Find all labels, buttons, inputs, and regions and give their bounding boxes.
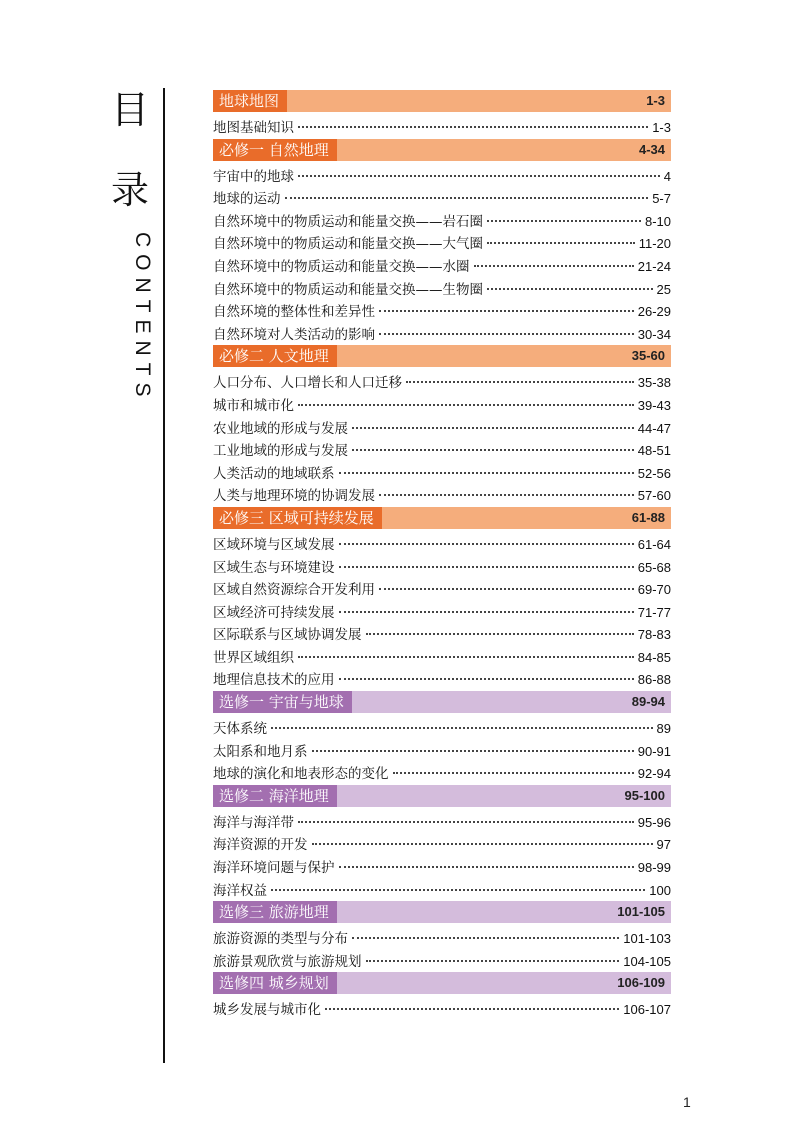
entry-title: 区域生态与环境建设 — [213, 559, 335, 576]
entry-title: 海洋权益 — [213, 882, 267, 899]
entry-pages: 89 — [656, 721, 671, 737]
entry-pages: 106-107 — [623, 1002, 671, 1018]
entry-title: 自然环境中的物质运动和能量交换——大气圈 — [213, 236, 483, 253]
toc-entry[interactable] — [213, 371, 671, 394]
section-items — [213, 994, 671, 1021]
entry-pages: 86-88 — [637, 672, 671, 688]
entry-title: 自然环境的整体性和差异性 — [213, 304, 375, 321]
section-title: 地球地图 — [213, 90, 287, 112]
toc-entry[interactable] — [213, 646, 671, 669]
toc-entry[interactable] — [213, 601, 671, 624]
dot-leader — [339, 472, 634, 474]
toc-entry[interactable] — [213, 417, 671, 440]
section-header[interactable] — [213, 507, 671, 529]
toc-entry[interactable] — [213, 255, 671, 278]
entry-title: 地图基础知识 — [213, 120, 294, 136]
dot-leader — [285, 197, 649, 199]
entry-title: 区域环境与区域发展 — [213, 536, 335, 553]
section-header[interactable] — [213, 345, 671, 367]
entry-pages: 39-43 — [637, 397, 671, 413]
toc-entry[interactable] — [213, 165, 671, 188]
toc-entry[interactable] — [213, 556, 671, 579]
dot-leader — [487, 288, 653, 290]
section-pages: 101-105 — [617, 904, 665, 920]
entry-title: 地理信息技术的应用 — [213, 672, 335, 689]
section-title: 必修一 自然地理 — [213, 139, 337, 161]
section-pages: 95-100 — [624, 787, 665, 803]
entry-title: 太阳系和地月系 — [213, 743, 308, 760]
entry-title: 世界区域组织 — [213, 649, 294, 666]
entry-pages: 35-38 — [637, 375, 671, 391]
entry-pages: 84-85 — [637, 649, 671, 665]
dot-leader — [298, 656, 634, 658]
dot-leader — [474, 265, 634, 267]
section-items — [213, 367, 671, 507]
dot-leader — [339, 611, 634, 613]
dot-leader — [487, 242, 635, 244]
dot-leader — [298, 821, 634, 823]
table-of-contents — [213, 90, 671, 1021]
entry-pages: 61-64 — [637, 536, 671, 552]
section-title: 选修四 城乡规划 — [213, 972, 337, 994]
section-pages: 1-3 — [646, 93, 665, 108]
section-pages: 89-94 — [631, 694, 665, 710]
dot-leader — [352, 427, 634, 429]
entry-title: 海洋环境问题与保护 — [213, 860, 335, 877]
dot-leader — [406, 381, 634, 383]
section-items — [213, 923, 671, 972]
dot-leader — [312, 843, 653, 845]
toc-section — [213, 785, 671, 901]
dot-leader — [325, 1008, 619, 1010]
entry-pages: 100 — [649, 882, 671, 898]
entry-pages: 48-51 — [637, 443, 671, 459]
entry-title: 海洋资源的开发 — [213, 837, 308, 854]
entry-pages: 71-77 — [637, 604, 671, 620]
entry-pages: 104-105 — [623, 953, 671, 969]
section-items — [213, 161, 671, 346]
dot-leader — [339, 678, 634, 680]
toc-entry[interactable] — [213, 187, 671, 210]
entry-title: 区域经济可持续发展 — [213, 604, 335, 621]
toc-entry[interactable] — [213, 439, 671, 462]
entry-pages: 98-99 — [637, 860, 671, 876]
entry-title: 人类活动的地域联系 — [213, 465, 335, 482]
entry-pages: 21-24 — [637, 258, 671, 274]
entry-title: 自然环境中的物质运动和能量交换——水圈 — [213, 258, 470, 275]
section-pages: 35-60 — [631, 348, 665, 364]
toc-section — [213, 972, 671, 1021]
dot-leader — [366, 633, 634, 635]
toc-entry[interactable] — [213, 278, 671, 301]
entry-pages: 65-68 — [637, 559, 671, 575]
section-pages: 61-88 — [631, 509, 665, 525]
entry-title: 天体系统 — [213, 721, 267, 738]
toc-entry[interactable] — [213, 232, 671, 255]
entry-pages: 92-94 — [637, 766, 671, 782]
entry-title: 农业地域的形成与发展 — [213, 420, 348, 437]
dot-leader — [339, 566, 634, 568]
toc-entry[interactable] — [213, 578, 671, 601]
entry-pages: 8-10 — [644, 213, 671, 229]
section-title: 必修三 区域可持续发展 — [213, 507, 382, 529]
vertical-divider — [163, 88, 165, 1063]
toc-entry[interactable] — [213, 998, 671, 1021]
entry-title: 地球的演化和地表形态的变化 — [213, 766, 389, 783]
entry-pages: 26-29 — [637, 304, 671, 320]
section-title: 选修二 海洋地理 — [213, 785, 337, 807]
dot-leader — [379, 310, 634, 312]
toc-entry[interactable] — [213, 762, 671, 785]
entry-pages: 11-20 — [638, 236, 671, 252]
dot-leader — [312, 750, 634, 752]
section-title: 必修二 人文地理 — [213, 345, 337, 367]
toc-entry[interactable] — [213, 811, 671, 834]
toc-entry[interactable] — [213, 717, 671, 740]
entry-title: 海洋与海洋带 — [213, 814, 294, 831]
dot-leader — [379, 588, 634, 590]
dot-leader — [298, 404, 634, 406]
dot-leader — [487, 220, 641, 222]
entry-title: 自然环境对人类活动的影响 — [213, 326, 375, 343]
toc-section — [213, 345, 671, 507]
entry-title: 区域自然资源综合开发利用 — [213, 582, 375, 599]
entry-title: 工业地域的形成与发展 — [213, 443, 348, 460]
section-header[interactable] — [213, 691, 671, 713]
entry-title: 旅游资源的类型与分布 — [213, 931, 348, 948]
entry-title: 地球的运动 — [213, 191, 281, 208]
toc-entry[interactable] — [213, 462, 671, 485]
entry-title: 城市和城市化 — [213, 397, 294, 414]
dot-leader — [379, 333, 634, 335]
toc-section — [213, 901, 671, 972]
entry-title: 区际联系与区域协调发展 — [213, 627, 362, 644]
heading-char-2: 录 — [110, 168, 149, 212]
dot-leader — [393, 772, 634, 774]
entry-pages: 30-34 — [637, 326, 671, 342]
toc-entry[interactable] — [213, 879, 671, 902]
entry-title: 旅游景观欣赏与旅游规划 — [213, 953, 362, 970]
toc-section — [213, 507, 671, 691]
dot-leader — [271, 889, 645, 891]
entry-pages: 69-70 — [637, 582, 671, 598]
heading-char-1: 目 — [110, 88, 149, 132]
toc-section — [213, 139, 671, 346]
dot-leader — [379, 494, 634, 496]
dot-leader — [271, 727, 653, 729]
page-number: 1 — [683, 1094, 691, 1110]
entry-pages: 4 — [663, 168, 671, 184]
section-items — [213, 807, 671, 901]
dot-leader — [339, 543, 634, 545]
entry-title: 人类与地理环境的协调发展 — [213, 488, 375, 505]
section-pages: 4-34 — [638, 141, 665, 157]
toc-entry[interactable] — [213, 533, 671, 556]
section-header[interactable] — [213, 785, 671, 807]
toc-entry[interactable] — [213, 323, 671, 346]
heading-english: CONTENTS — [131, 232, 154, 404]
toc-entry[interactable] — [213, 668, 671, 691]
section-header[interactable] — [213, 972, 671, 994]
toc-entry[interactable] — [213, 116, 671, 139]
toc-entry[interactable] — [213, 394, 671, 417]
dot-leader — [298, 175, 660, 177]
dot-leader — [339, 866, 634, 868]
dot-leader — [352, 937, 619, 939]
entry-pages: 25 — [656, 281, 671, 297]
entry-pages: 44-47 — [637, 420, 671, 436]
dot-leader — [352, 449, 634, 451]
section-title: 选修一 宇宙与地球 — [213, 691, 352, 713]
dot-leader — [298, 126, 648, 128]
entry-title: 自然环境中的物质运动和能量交换——岩石圈 — [213, 213, 483, 230]
entry-title: 人口分布、人口增长和人口迁移 — [213, 375, 402, 392]
section-title: 选修三 旅游地理 — [213, 901, 337, 923]
toc-entry[interactable] — [213, 623, 671, 646]
entry-title: 城乡发展与城市化 — [213, 1002, 321, 1019]
entry-pages: 52-56 — [637, 465, 671, 481]
toc-entry[interactable] — [213, 300, 671, 323]
section-items — [213, 713, 671, 785]
toc-entry[interactable] — [213, 856, 671, 879]
toc-section — [213, 90, 671, 139]
entry-pages: 57-60 — [637, 488, 671, 504]
section-header[interactable] — [213, 90, 671, 112]
entry-pages: 78-83 — [637, 627, 671, 643]
entry-pages: 101-103 — [623, 931, 671, 947]
entry-pages: 90-91 — [637, 743, 671, 759]
section-header[interactable] — [213, 139, 671, 161]
entry-pages: 95-96 — [637, 814, 671, 830]
section-header[interactable] — [213, 901, 671, 923]
toc-entry[interactable] — [213, 740, 671, 763]
toc-entry[interactable] — [213, 484, 671, 507]
toc-entry[interactable] — [213, 210, 671, 233]
toc-section — [213, 691, 671, 785]
toc-entry[interactable] — [213, 833, 671, 856]
section-items — [213, 529, 671, 691]
toc-entry[interactable] — [213, 950, 671, 973]
section-pages: 106-109 — [617, 975, 665, 991]
entry-pages: 1-3 — [652, 120, 671, 135]
section-items — [213, 112, 671, 139]
dot-leader — [366, 960, 620, 962]
entry-title: 自然环境中的物质运动和能量交换——生物圈 — [213, 281, 483, 298]
toc-entry[interactable] — [213, 927, 671, 950]
entry-pages: 5-7 — [652, 191, 671, 207]
entry-title: 宇宙中的地球 — [213, 168, 294, 185]
entry-pages: 97 — [656, 837, 671, 853]
